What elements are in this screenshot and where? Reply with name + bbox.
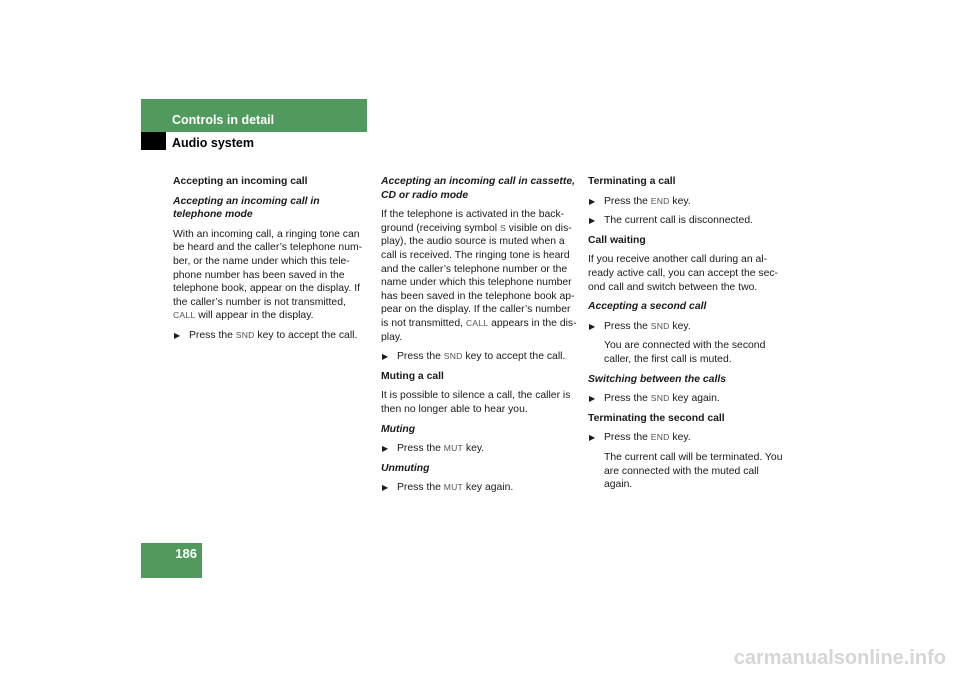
step-press-snd: ▶ Press the SND key. [589, 320, 691, 332]
arrow-icon: ▶ [589, 216, 596, 226]
subheading-muting: Muting [381, 423, 416, 435]
page-number: 186 [175, 546, 197, 561]
heading-accepting-call: Accepting an incoming call [173, 176, 308, 187]
arrow-icon: ▶ [382, 444, 389, 454]
result-second-caller: You are connected with the second caller, the first call is muted. [604, 340, 766, 365]
receiving-symbol: S [499, 222, 506, 233]
result-call-terminated: The current call will be terminated. You are connected with the muted call again. [604, 451, 783, 491]
key-snd: SND [443, 351, 463, 362]
subheading-switching: Switching between the calls [588, 373, 726, 385]
key-end: END [650, 432, 670, 443]
arrow-icon: ▶ [174, 330, 181, 340]
step-call-disconnected: ▶ The current call is disconnected. [589, 215, 754, 227]
key-snd: SND [650, 393, 670, 404]
heading-muting-call: Muting a call [381, 370, 444, 382]
step-press-snd: ▶ Press the SND key to accept the call. [382, 351, 566, 363]
key-mut: MUT [443, 443, 463, 454]
paragraph-background-telephone: If the telephone is activated in the back-ground (receiving symbol S visible on dis-play), the audio source is muted when a call is received. The ringing tone is heard and the caller’s telephone number or the name under which this telephone number has been saved in the telephone book ap-pear on the display. If the caller’s number is not transmitted, CALL appears in the dis-play. [381, 209, 577, 343]
key-snd: SND [235, 329, 255, 340]
arrow-icon: ▶ [382, 352, 389, 362]
subheading-accept-second: Accepting a second call [588, 301, 707, 313]
subsection-marker [141, 132, 166, 150]
column-2 [381, 175, 579, 501]
key-snd: SND [650, 320, 670, 331]
section-title: Controls in detail [172, 113, 275, 127]
subheading-telephone-mode: Accepting an incoming call in telephone mode [173, 195, 320, 221]
display-text-call: CALL [173, 310, 196, 321]
paragraph-incoming-call: With an incoming call, a ringing tone can be heard and the caller’s telephone num-ber, or the name under which this tele-phone number has been saved in the telephone book, appear on the display. If the caller’s number is not transmitted, CALL will appear in the display. [173, 228, 363, 322]
step-press-mut: ▶ Press the MUT key. [382, 443, 485, 455]
subheading-cassette-mode: Accepting an incoming call in cassette, CD or radio mode [381, 176, 576, 201]
arrow-icon: ▶ [589, 196, 596, 206]
step-press-end: ▶ Press the END key. [589, 195, 691, 207]
heading-terminating-second: Terminating the second call [588, 412, 725, 424]
heading-call-waiting: Call waiting [588, 234, 646, 246]
step-press-end: ▶ Press the END key. [589, 432, 691, 444]
watermark: carmanualsonline.info [733, 647, 946, 669]
arrow-icon: ▶ [589, 321, 596, 331]
step-press-snd: ▶ Press the SND key to accept the call. [174, 329, 358, 341]
arrow-icon: ▶ [382, 483, 389, 493]
heading-terminating-call: Terminating a call [588, 176, 676, 187]
arrow-icon: ▶ [589, 394, 596, 404]
subsection-title: Audio system [172, 136, 254, 150]
display-text-call: CALL [465, 317, 489, 328]
subheading-unmuting: Unmuting [381, 462, 430, 474]
paragraph-call-waiting: If you receive another call during an al-ready active call, you can accept the sec-ond call and switch between the two. [588, 254, 779, 293]
column-1 [173, 175, 371, 349]
key-mut: MUT [443, 482, 463, 493]
key-end: END [650, 195, 670, 206]
column-3 [588, 175, 788, 498]
paragraph-muting: It is possible to silence a call, the caller is then no longer able to hear you. [381, 390, 571, 415]
step-press-snd-again: ▶ Press the SND key again. [589, 393, 720, 405]
step-press-mut-again: ▶ Press the MUT key again. [382, 482, 514, 494]
arrow-icon: ▶ [589, 433, 596, 443]
